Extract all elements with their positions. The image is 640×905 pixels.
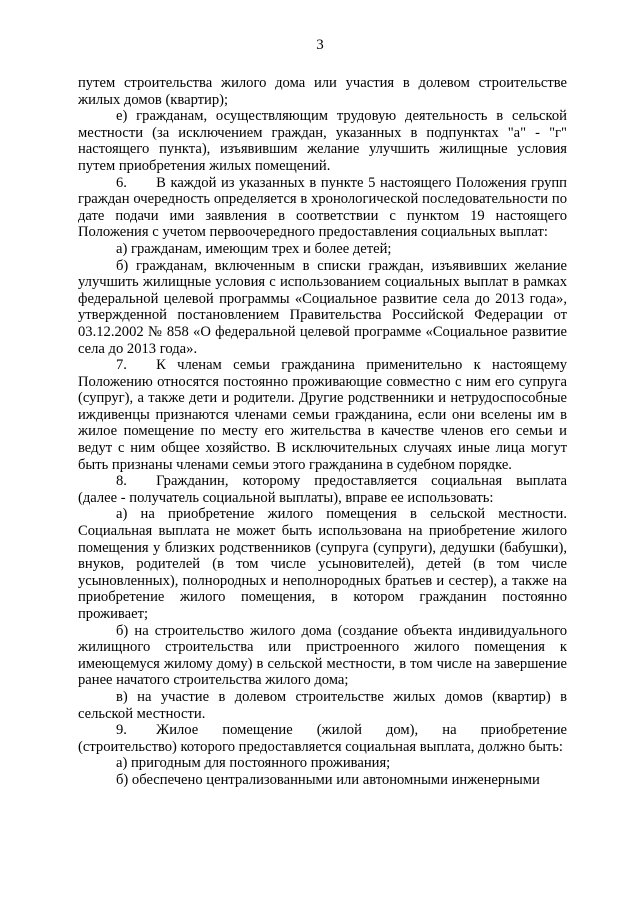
paragraph: 9. Жилое помещение (жилой дом), на приобретение (строительство) которого предоставляется социальная выплата, должно быть: xyxy=(78,722,567,755)
paragraph: а) на приобретение жилого помещения в сельской местности. Социальная выплата не может быть использована на приобретение жилого помещения у близких родственников (супруга (супруги), дедушки (бабушки), внуков, родителей (в том числе усыновителей), детей (в том числе усыновленных), полнородных и неполнородных братьев и сестер), а также на приобретение жилого помещения, в котором гражданин постоянно проживает; xyxy=(78,506,567,622)
paragraph: б) обеспечено централизованными или автономными инженерными xyxy=(116,771,540,788)
paragraph: б) на строительство жилого дома (создание объекта индивидуального жилищного строительства или пристроенного жилого помещения к имеющемуся жилому дому) в сельской местности, в том числе на завершение ранее начатого строительства жилого дома; xyxy=(78,622,567,689)
paragraph: б) гражданам, включенным в списки граждан, изъявивших желание улучшить жилищные условия с использованием социальных выплат в рамках федеральной целевой программы «Социальное развитие села до 2013 года», утвержденной постановлением Правительства Российской Федерации от 03.12.2002 № 858 «О федеральной целевой программе «Социальное развитие села до 2013 года». xyxy=(78,257,567,357)
page-number: 3 xyxy=(316,37,324,53)
paragraph: е) гражданам, осуществляющим трудовую деятельность в сельской местности (за исключением граждан, указанных в подпунктах "а" - "г" настоящего пункта), изъявившим желание улучшить жилищные условия путем приобретения жилых помещений. xyxy=(78,108,567,174)
paragraph: в) на участие в долевом строительстве жилых домов (квартир) в сельской местности. xyxy=(78,688,567,722)
paragraph: 6. В каждой из указанных в пункте 5 настоящего Положения групп граждан очередность определяется в хронологической последовательности по дате подачи ими заявления в соответствии с пунктом 19 настоящего Положения с учетом первоочередного предоставления социальных выплат: xyxy=(78,174,567,241)
paragraph: а) гражданам, имеющим трех и более детей; xyxy=(116,240,392,257)
document-body xyxy=(78,75,567,789)
paragraph: путем строительства жилого дома или участия в долевом строительстве жилых домов (квартир); xyxy=(78,75,567,108)
paragraph: 8. Гражданин, которому предоставляется социальная выплата (далее - получатель социальной выплаты), вправе ее использовать: xyxy=(78,473,567,506)
paragraph: 7. К членам семьи гражданина применительно к настоящему Положению относятся постоянно проживающие совместно с ним его супруга (супруг), а также дети и родители. Другие родственники и нетрудоспособные иждивенцы признаются членами семьи гражданина, если они вселены им в жилое помещение по месту его жительства в качестве членов его семьи и ведут с ним общее хозяйство. В исключительных случаях иные лица могут быть признаны членами семьи этого гражданина в судебном порядке. xyxy=(78,357,567,473)
paragraph: а) пригодным для постоянного проживания; xyxy=(116,755,391,772)
